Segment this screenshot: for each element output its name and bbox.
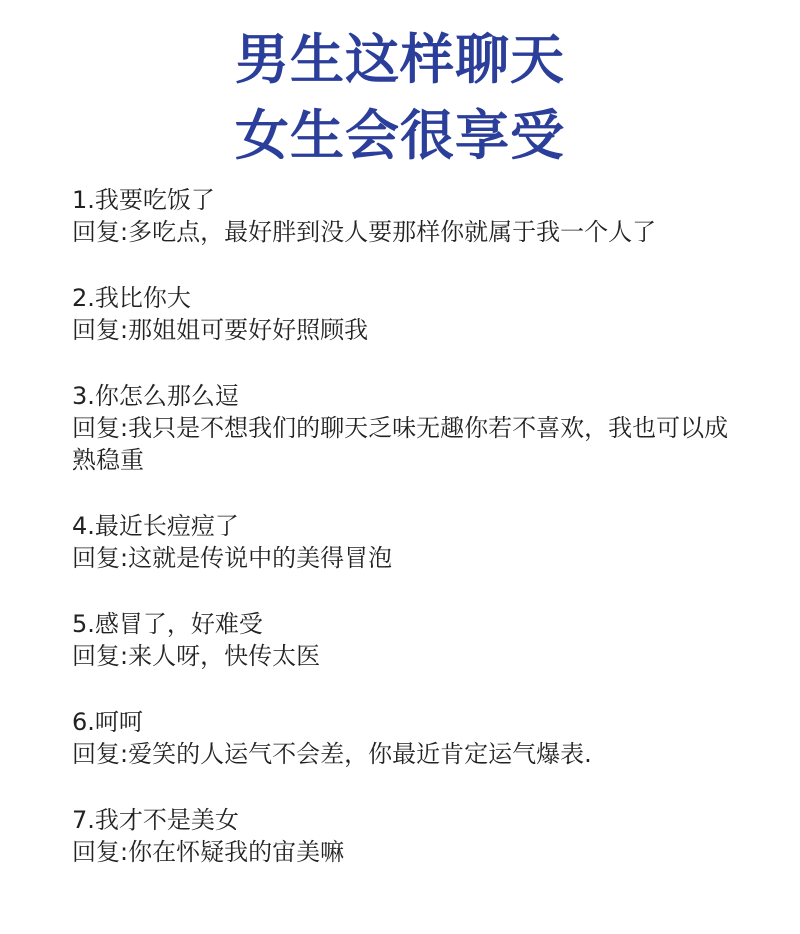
qa-item-1 [72,184,732,248]
reply-3: 回复:我只是不想我们的聊天乏味无趣你若不喜欢，我也可以成熟稳重 [72,414,729,474]
question-6: 6.呵呵 [72,708,143,736]
question-7: 7.我才不是美女 [72,806,239,834]
title-line-1: 男生这样聊天 [235,28,565,91]
reply-4: 回复:这就是传说中的美得冒泡 [72,544,393,572]
reply-1: 回复:多吃点，最好胖到没人要那样你就属于我一个人了 [72,218,657,246]
qa-item-4 [72,510,732,574]
question-3: 3.你怎么那么逗 [72,382,239,410]
reply-7: 回复:你在怀疑我的宙美嘛 [72,838,345,866]
reply-2: 回复:那姐姐可要好好照顾我 [72,316,369,344]
title-line-2: 女生会很享受 [235,104,565,167]
question-1: 1.我要吃饭了 [72,186,215,214]
qa-item-7 [72,804,732,868]
qa-item-6 [72,706,732,770]
question-4: 4.最近长痘痘了 [72,512,239,540]
qa-list [72,184,732,868]
question-2: 2.我比你大 [72,284,191,312]
question-5: 5.感冒了，好难受 [72,610,263,638]
qa-item-5 [72,608,732,672]
qa-item-3 [72,380,732,476]
reply-6: 回复:爱笑的人运气不会差，你最近肯定运气爆表. [72,740,592,768]
qa-item-2 [72,282,732,346]
reply-5: 回复:来人呀，快传太医 [72,642,321,670]
